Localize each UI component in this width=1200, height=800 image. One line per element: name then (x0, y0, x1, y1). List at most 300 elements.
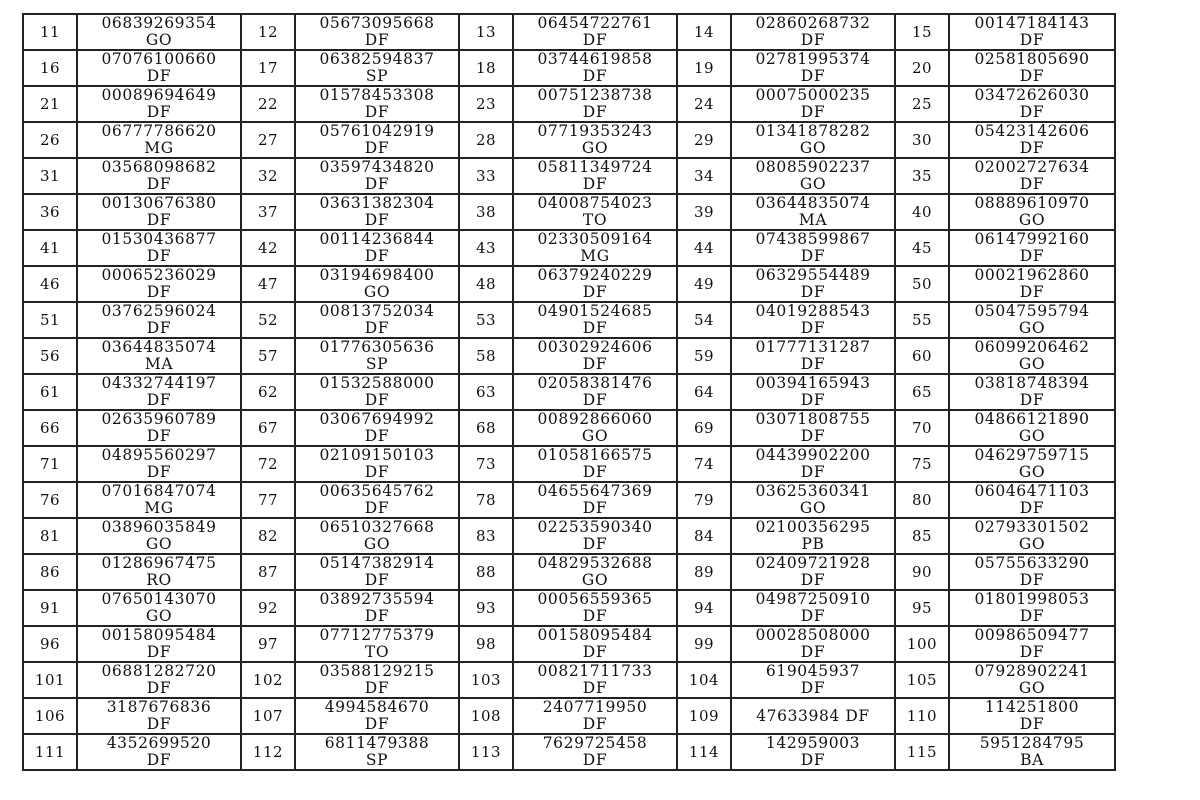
entry-code: 00158095484 (537, 626, 653, 644)
entry-code: 03762596024 (101, 302, 217, 320)
entry-value (295, 158, 459, 194)
entry-state: MG (144, 139, 174, 157)
entry-number: 11 (23, 14, 77, 50)
entry-number: 60 (895, 338, 949, 374)
entry-value (731, 86, 895, 122)
entry-code: 4994584670 (324, 698, 430, 716)
entry-value (77, 626, 241, 662)
entry-code: 04439902200 (755, 446, 871, 464)
entry-value (949, 50, 1115, 86)
table-row (23, 374, 1115, 410)
entry-state: DF (1019, 283, 1045, 301)
entry-state: DF (800, 427, 826, 445)
entry-state: DF (582, 175, 608, 193)
entry-value (731, 482, 895, 518)
entry-state: DF (800, 391, 826, 409)
entry-value (731, 194, 895, 230)
entry-state: DF (146, 103, 172, 121)
entry-state: GO (1018, 319, 1046, 337)
entry-number: 82 (241, 518, 295, 554)
table-row (23, 14, 1115, 50)
entry-number: 100 (895, 626, 949, 662)
entry-value (295, 374, 459, 410)
entry-state: GO (363, 535, 391, 553)
entry-number: 68 (459, 410, 513, 446)
entry-code: 02002727634 (974, 158, 1090, 176)
entry-value (77, 86, 241, 122)
entry-code: 00813752034 (319, 302, 435, 320)
entry-state: GO (799, 499, 827, 517)
entry-number: 69 (677, 410, 731, 446)
entry-number: 92 (241, 590, 295, 626)
entry-state: DF (364, 607, 390, 625)
entry-code: 07928902241 (974, 662, 1090, 680)
entry-state: DF (582, 283, 608, 301)
entry-state: DF (364, 319, 390, 337)
entry-code: 00075000235 (755, 86, 871, 104)
entry-state: DF (1019, 391, 1045, 409)
entry-state: DF (800, 679, 826, 697)
entry-state: GO (799, 175, 827, 193)
entry-state: DF (364, 391, 390, 409)
entry-value (295, 86, 459, 122)
entry-value (513, 50, 677, 86)
entry-number: 108 (459, 698, 513, 734)
entry-value (295, 194, 459, 230)
entry-code: 03194698400 (319, 266, 435, 284)
entry-value (731, 518, 895, 554)
entry-value (295, 482, 459, 518)
entry-code: 01578453308 (319, 86, 435, 104)
entry-value (513, 194, 677, 230)
entry-number: 48 (459, 266, 513, 302)
entry-number: 65 (895, 374, 949, 410)
entry-number: 97 (241, 626, 295, 662)
entry-code: 05423142606 (974, 122, 1090, 140)
entry-number: 17 (241, 50, 295, 86)
table-row (23, 590, 1115, 626)
entry-value (949, 698, 1115, 734)
entry-code: 03472626030 (974, 86, 1090, 104)
entry-number: 74 (677, 446, 731, 482)
entry-state: DF (582, 463, 608, 481)
entry-value (77, 518, 241, 554)
entry-value (513, 302, 677, 338)
entry-value (731, 734, 895, 770)
entry-code: 05761042919 (319, 122, 435, 140)
entry-code: 05147382914 (319, 554, 435, 572)
entry-value (77, 122, 241, 158)
entry-value (949, 194, 1115, 230)
entry-number: 19 (677, 50, 731, 86)
entry-code: 06510327668 (319, 518, 435, 536)
entry-code: 00394165943 (755, 374, 871, 392)
entry-state: GO (363, 283, 391, 301)
entry-number: 24 (677, 86, 731, 122)
entry-code: 03625360341 (755, 482, 871, 500)
entry-value (949, 554, 1115, 590)
table-row (23, 626, 1115, 662)
entry-state: DF (146, 211, 172, 229)
entry-state: SP (365, 751, 389, 769)
entry-state: GO (145, 607, 173, 625)
entry-number: 45 (895, 230, 949, 266)
entry-code: 00130676380 (101, 194, 217, 212)
entry-value (513, 14, 677, 50)
entry-state: DF (364, 427, 390, 445)
entry-value (949, 374, 1115, 410)
entry-code: 02109150103 (319, 446, 435, 464)
entry-code: 06777786620 (101, 122, 217, 140)
entry-state: MA (798, 211, 828, 229)
entry-number: 99 (677, 626, 731, 662)
entry-code: 02635960789 (101, 410, 217, 428)
entry-code: 02253590340 (537, 518, 653, 536)
entry-code: 00089694649 (101, 86, 217, 104)
entry-value (949, 158, 1115, 194)
entry-number: 58 (459, 338, 513, 374)
entry-state: DF (146, 247, 172, 265)
entry-number: 36 (23, 194, 77, 230)
entry-number: 103 (459, 662, 513, 698)
entry-code: 06881282720 (101, 662, 217, 680)
entry-state: DF (800, 571, 826, 589)
entry-code: 03818748394 (974, 374, 1090, 392)
entry-state: DF (582, 535, 608, 553)
entry-value (513, 482, 677, 518)
entry-code: 04866121890 (974, 410, 1090, 428)
entry-code: 05755633290 (974, 554, 1090, 572)
entry-number: 93 (459, 590, 513, 626)
entry-value (77, 554, 241, 590)
entry-number: 21 (23, 86, 77, 122)
entry-value (513, 662, 677, 698)
entry-state: DF (1019, 67, 1045, 85)
table-row (23, 266, 1115, 302)
entry-number: 79 (677, 482, 731, 518)
entry-code: 5951284795 (979, 734, 1085, 752)
entry-value (949, 338, 1115, 374)
entry-state: DF (582, 499, 608, 517)
entry-code: 03644835074 (755, 194, 871, 212)
entry-value (77, 446, 241, 482)
entry-number: 63 (459, 374, 513, 410)
entry-value (949, 482, 1115, 518)
entry-state: DF (582, 643, 608, 661)
entry-state: DF (1019, 247, 1045, 265)
entry-state: SP (365, 355, 389, 373)
entry-value (513, 374, 677, 410)
entry-state: DF (364, 211, 390, 229)
entry-state: DF (146, 463, 172, 481)
entry-number: 71 (23, 446, 77, 482)
entry-code: 01058166575 (537, 446, 653, 464)
entry-code: 02781995374 (755, 50, 871, 68)
entry-value (77, 734, 241, 770)
entry-number: 85 (895, 518, 949, 554)
entry-value (295, 338, 459, 374)
entry-code: 03644835074 (101, 338, 217, 356)
entry-number: 35 (895, 158, 949, 194)
entry-state: RO (146, 571, 172, 589)
entry-number: 66 (23, 410, 77, 446)
entry-value (77, 158, 241, 194)
entry-state: DF (800, 607, 826, 625)
entry-number: 42 (241, 230, 295, 266)
entry-value (513, 518, 677, 554)
entry-number: 98 (459, 626, 513, 662)
entry-code: 06839269354 (101, 14, 217, 32)
entry-code: 00302924606 (537, 338, 653, 356)
entry-number: 53 (459, 302, 513, 338)
entry-code: 02409721928 (755, 554, 871, 572)
entry-code: 00986509477 (974, 626, 1090, 644)
entry-value (731, 698, 895, 734)
entry-value (77, 482, 241, 518)
entry-number: 18 (459, 50, 513, 86)
entry-code: 06454722761 (537, 14, 653, 32)
table-row (23, 662, 1115, 698)
entry-code: 06147992160 (974, 230, 1090, 248)
entry-value (295, 590, 459, 626)
entry-state: BA (1020, 751, 1044, 769)
registry-sheet (22, 13, 1114, 771)
entry-code: 07719353243 (537, 122, 653, 140)
entry-number: 88 (459, 554, 513, 590)
entry-number: 96 (23, 626, 77, 662)
entry-value (295, 626, 459, 662)
entry-number: 30 (895, 122, 949, 158)
entry-state: DF (800, 67, 826, 85)
entry-value (513, 446, 677, 482)
entry-state: DF (800, 103, 826, 121)
entry-state: DF (146, 643, 172, 661)
entry-state: DF (582, 607, 608, 625)
entry-state: GO (1018, 211, 1046, 229)
entry-code: 00114236844 (319, 230, 435, 248)
entry-code: 08085902237 (755, 158, 871, 176)
entry-state: GO (145, 31, 173, 49)
entry-value (731, 50, 895, 86)
entry-number: 44 (677, 230, 731, 266)
entry-number: 54 (677, 302, 731, 338)
entry-code: 00021962860 (974, 266, 1090, 284)
entry-state: DF (146, 319, 172, 337)
entry-number: 86 (23, 554, 77, 590)
entry-code: 07650143070 (101, 590, 217, 608)
table-row (23, 302, 1115, 338)
entry-code: 04008754023 (537, 194, 653, 212)
entry-code: 06099206462 (974, 338, 1090, 356)
entry-value (77, 230, 241, 266)
entry-value (77, 374, 241, 410)
entry-number: 27 (241, 122, 295, 158)
entry-value (77, 590, 241, 626)
entry-state: DF (1019, 31, 1045, 49)
entry-state: DF (364, 571, 390, 589)
entry-number: 87 (241, 554, 295, 590)
entry-state: DF (582, 679, 608, 697)
entry-code: 00751238738 (537, 86, 653, 104)
entry-code: 07016847074 (101, 482, 217, 500)
entry-state: TO (364, 643, 390, 661)
entry-code: 06329554489 (755, 266, 871, 284)
entry-number: 67 (241, 410, 295, 446)
entry-number: 20 (895, 50, 949, 86)
entry-state: DF (364, 679, 390, 697)
entry-code: 08889610970 (974, 194, 1090, 212)
entry-value (731, 302, 895, 338)
entry-number: 107 (241, 698, 295, 734)
entry-value (949, 14, 1115, 50)
entry-number: 31 (23, 158, 77, 194)
entry-number: 62 (241, 374, 295, 410)
entry-value (731, 14, 895, 50)
entry-value (513, 410, 677, 446)
entry-number: 111 (23, 734, 77, 770)
entry-number: 75 (895, 446, 949, 482)
entry-code: 02793301502 (974, 518, 1090, 536)
entry-code: 05047595794 (974, 302, 1090, 320)
entry-value (77, 194, 241, 230)
entry-state: DF (364, 175, 390, 193)
entry-state: DF (364, 463, 390, 481)
entry-value (295, 698, 459, 734)
entry-state: DF (146, 751, 172, 769)
entry-code: 3187676836 (106, 698, 212, 716)
entry-code: 06379240229 (537, 266, 653, 284)
entry-value (77, 266, 241, 302)
entry-number: 37 (241, 194, 295, 230)
table-row (23, 158, 1115, 194)
entry-value (295, 266, 459, 302)
entry-value (731, 266, 895, 302)
table-row (23, 338, 1115, 374)
entry-number: 12 (241, 14, 295, 50)
entry-state: DF (364, 31, 390, 49)
entry-number: 104 (677, 662, 731, 698)
table-row (23, 518, 1115, 554)
entry-code: 05811349724 (537, 158, 653, 176)
entry-code: 01341878282 (755, 122, 871, 140)
entry-number: 73 (459, 446, 513, 482)
entry-state: DF (582, 31, 608, 49)
table-row (23, 230, 1115, 266)
entry-code: 00065236029 (101, 266, 217, 284)
entry-code: 00028508000 (755, 626, 871, 644)
entry-code: 04655647369 (537, 482, 653, 500)
entry-code: 00821711733 (537, 662, 653, 680)
entry-value (731, 374, 895, 410)
entry-number: 81 (23, 518, 77, 554)
entry-number: 112 (241, 734, 295, 770)
entry-state: SP (365, 67, 389, 85)
entry-value (295, 50, 459, 86)
entry-state: DF (364, 103, 390, 121)
entry-code: 4352699520 (106, 734, 212, 752)
entry-number: 78 (459, 482, 513, 518)
entry-state: DF (1019, 103, 1045, 121)
entry-number: 29 (677, 122, 731, 158)
entry-value (295, 734, 459, 770)
entry-state: DF (146, 175, 172, 193)
entry-value (949, 266, 1115, 302)
entry-number: 23 (459, 86, 513, 122)
entry-number: 46 (23, 266, 77, 302)
entry-value (731, 410, 895, 446)
entry-value (731, 122, 895, 158)
entry-code: 01286967475 (101, 554, 217, 572)
entry-number: 95 (895, 590, 949, 626)
entry-state: GO (1018, 427, 1046, 445)
entry-code: 00158095484 (101, 626, 217, 644)
entry-code: 04895560297 (101, 446, 217, 464)
entry-value (731, 446, 895, 482)
entry-code: 00147184143 (974, 14, 1090, 32)
entry-state: DF (146, 427, 172, 445)
entry-state: GO (581, 427, 609, 445)
entry-value (295, 302, 459, 338)
table-row (23, 554, 1115, 590)
entry-value (731, 662, 895, 698)
entry-code: 03568098682 (101, 158, 217, 176)
entry-state: DF (1019, 571, 1045, 589)
entry-number: 61 (23, 374, 77, 410)
entry-state: DF (582, 103, 608, 121)
entry-number: 55 (895, 302, 949, 338)
entry-state: DF (364, 139, 390, 157)
entry-value (513, 626, 677, 662)
entry-number: 15 (895, 14, 949, 50)
entry-code: 03067694992 (319, 410, 435, 428)
entry-code: 7629725458 (542, 734, 648, 752)
entry-number: 32 (241, 158, 295, 194)
entry-number: 50 (895, 266, 949, 302)
entry-state: DF (1019, 715, 1045, 733)
entry-code: 02860268732 (755, 14, 871, 32)
entry-state: GO (1018, 355, 1046, 373)
entry-value (295, 14, 459, 50)
entry-number: 80 (895, 482, 949, 518)
entry-code: 00056559365 (537, 590, 653, 608)
entry-value (949, 734, 1115, 770)
entry-code: 03896035849 (101, 518, 217, 536)
entry-code: 02581805690 (974, 50, 1090, 68)
entry-number: 43 (459, 230, 513, 266)
entry-number: 57 (241, 338, 295, 374)
entry-state: DF (800, 319, 826, 337)
entry-value (77, 14, 241, 50)
entry-value (949, 302, 1115, 338)
entry-value (731, 554, 895, 590)
entry-number: 72 (241, 446, 295, 482)
entry-state: MG (580, 247, 610, 265)
entry-value (949, 590, 1115, 626)
entry-number: 90 (895, 554, 949, 590)
entry-code: 06046471103 (974, 482, 1090, 500)
entry-number: 110 (895, 698, 949, 734)
entry-number: 25 (895, 86, 949, 122)
entry-value (77, 410, 241, 446)
entry-number: 76 (23, 482, 77, 518)
entry-value (949, 626, 1115, 662)
entry-code: 07712775379 (319, 626, 435, 644)
entry-value (295, 446, 459, 482)
entry-state: DF (364, 247, 390, 265)
table-row (23, 50, 1115, 86)
entry-state: DF (146, 679, 172, 697)
entry-value (77, 662, 241, 698)
